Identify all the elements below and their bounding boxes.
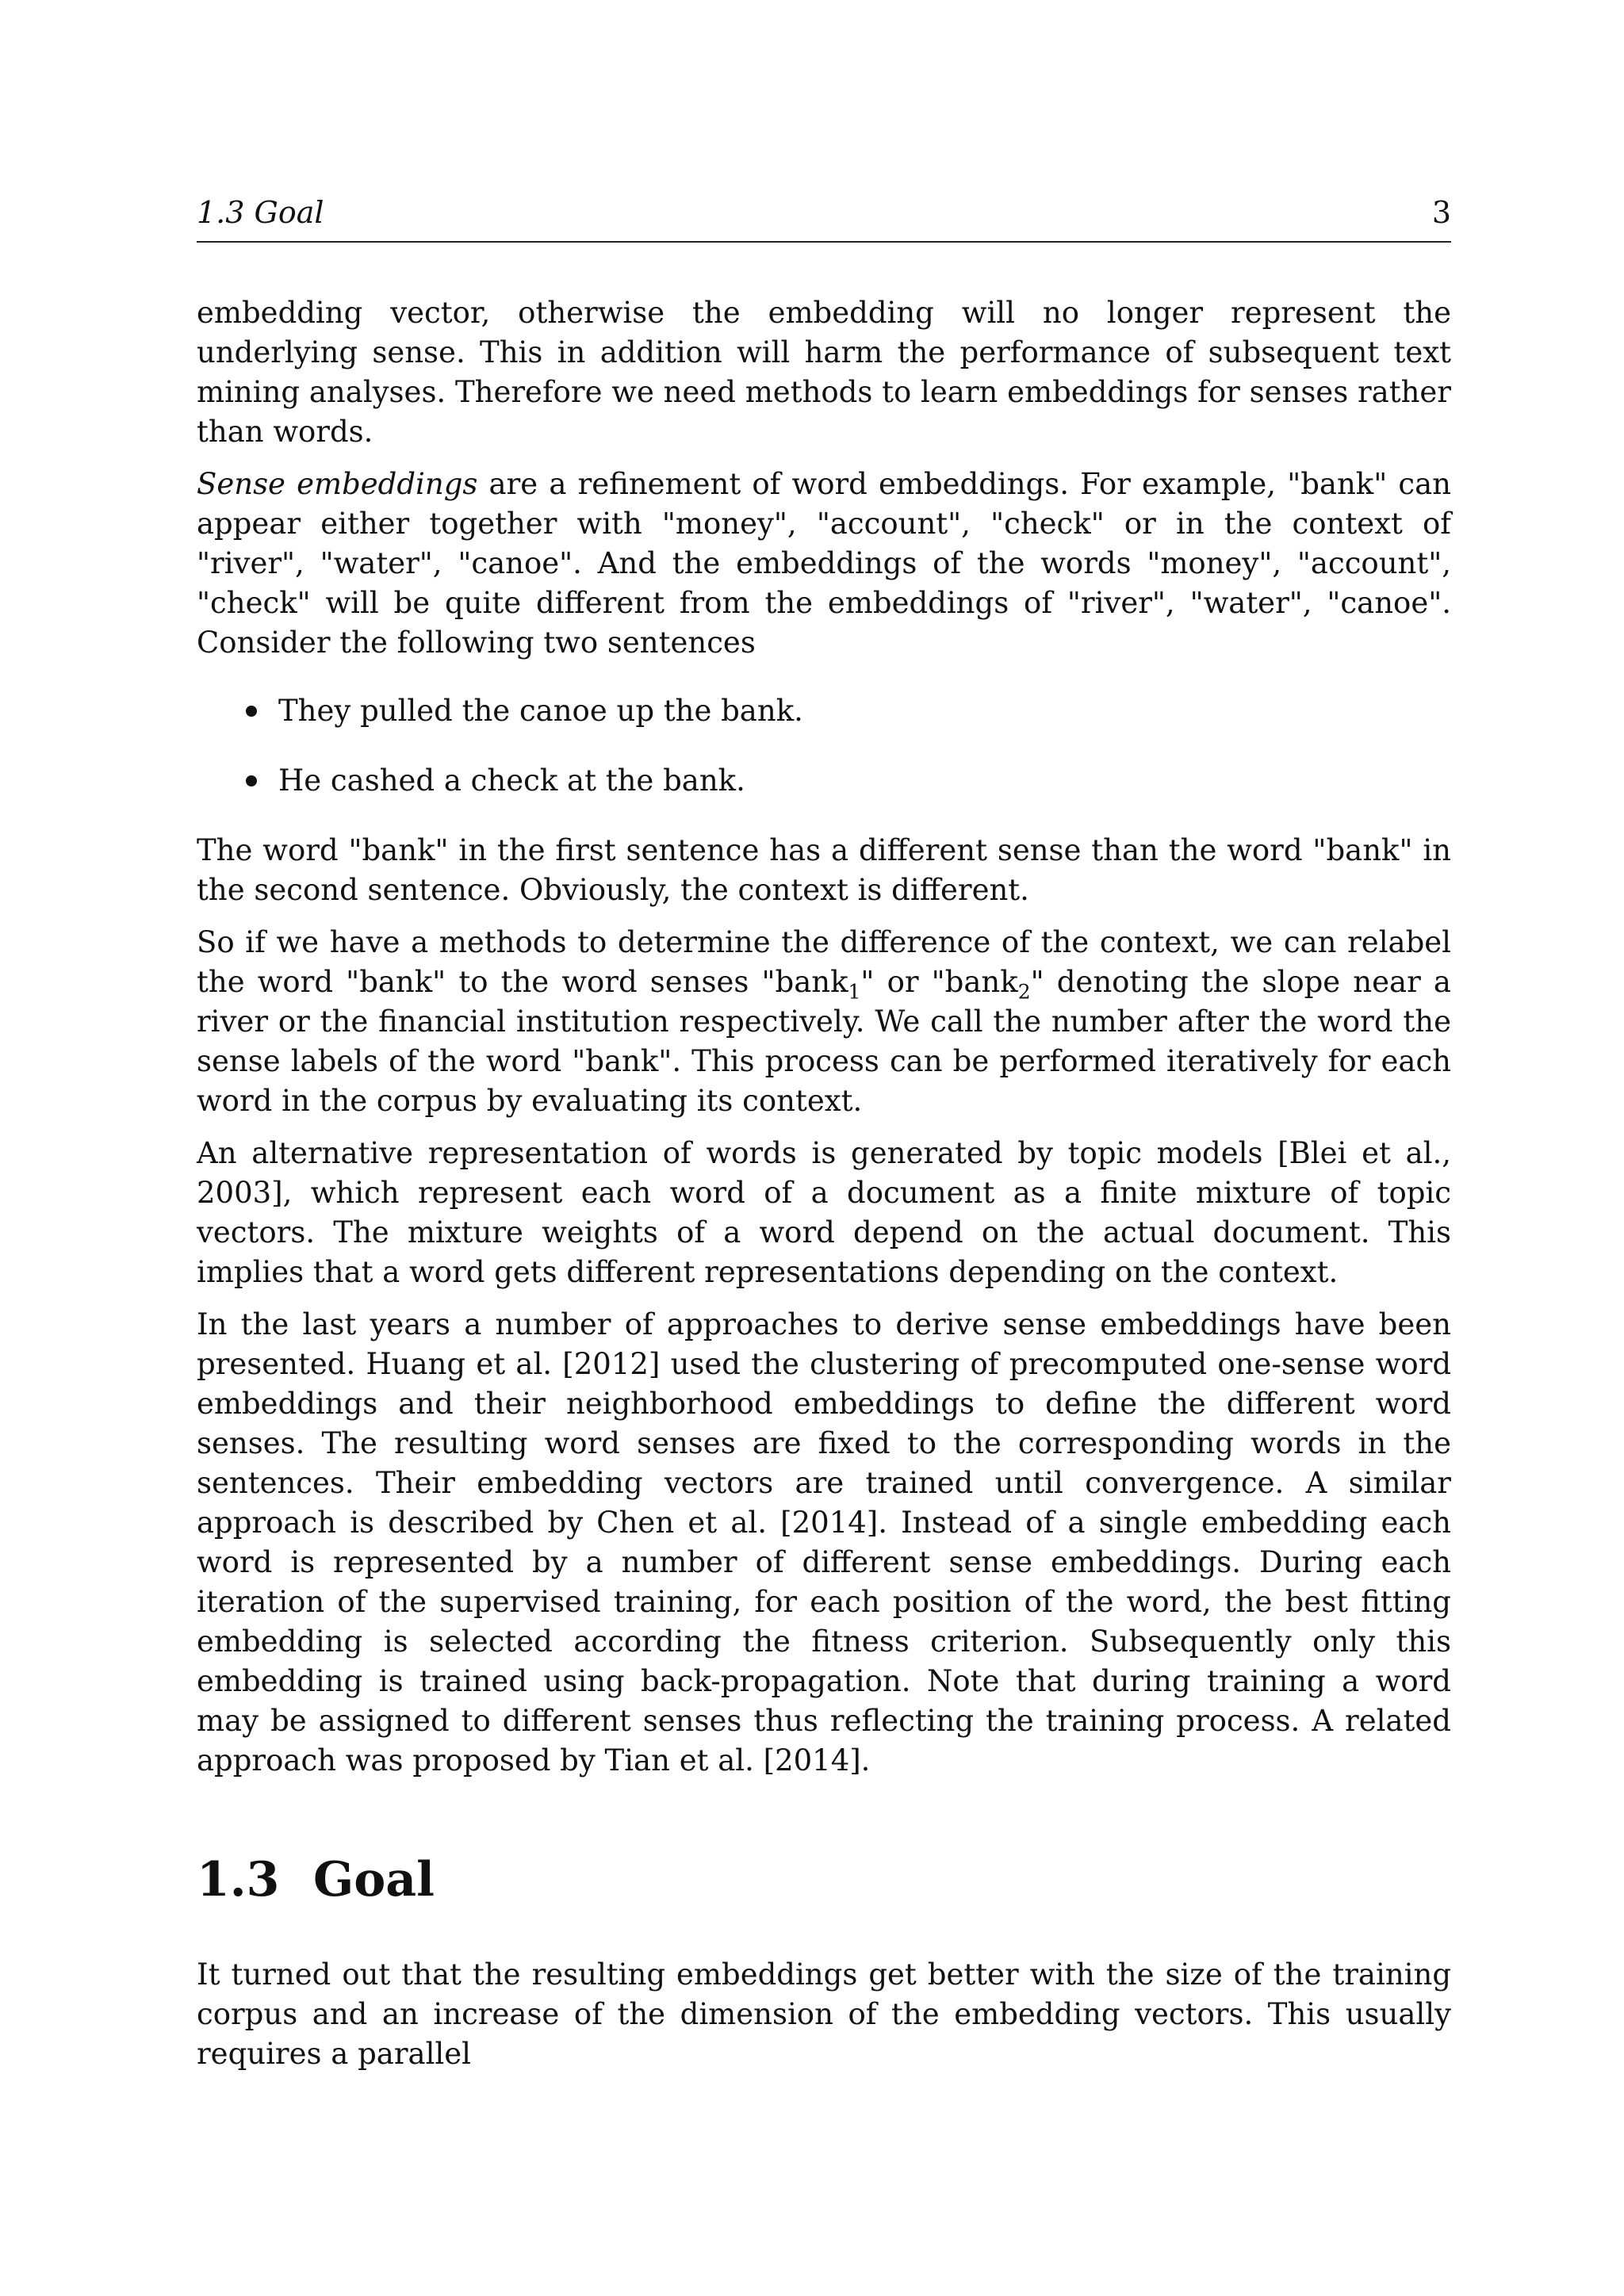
list-item-text: He cashed a check at the bank. bbox=[278, 763, 745, 798]
body-text bbox=[197, 293, 1451, 2087]
list-item bbox=[197, 691, 1451, 731]
paragraph-text: " or "bank bbox=[860, 965, 1018, 999]
paragraph-text: " denoting the slope near a river or the financial institution respectively. We call the number after the word the sense labels of the word "bank". This process can be performed iteratively for each word in the corpus by evaluating its context. bbox=[197, 965, 1451, 1118]
emphasis-term: Sense embeddings bbox=[197, 467, 478, 501]
running-header bbox=[197, 195, 1451, 243]
paragraph: It turned out that the resulting embeddings get better with the size of the training corpus and an increase of the dimension of the embedding vectors. This usually requires a parallel bbox=[197, 1957, 1451, 2071]
subscript: 1 bbox=[848, 980, 861, 1004]
paragraph: An alternative representation of words is generated by topic models [Blei et al., 2003], which represent each word of a document as a finite mixture of topic vectors. The mixture weights of a word depend on the actual document. This implies that a word gets different representations depending on the context. bbox=[197, 1136, 1451, 1289]
bullet-icon bbox=[246, 775, 257, 786]
bullet-icon bbox=[246, 706, 257, 717]
list-item bbox=[197, 761, 1451, 801]
example-sentences-list bbox=[197, 691, 1451, 801]
section-number: 1.3 bbox=[197, 1852, 280, 1908]
paragraph bbox=[197, 923, 1451, 1121]
list-item-text: They pulled the canoe up the bank. bbox=[278, 694, 803, 728]
paragraph bbox=[197, 465, 1451, 663]
section-title: Goal bbox=[313, 1852, 435, 1908]
paragraph: embedding vector, otherwise the embedding will no longer represent the underlying sense. This in addition will harm the performance of subsequent text mining analyses. Therefore we need methods to learn embeddings for senses rather than words. bbox=[197, 296, 1451, 449]
subscript: 2 bbox=[1017, 980, 1031, 1004]
paragraph: In the last years a number of approaches to derive sense embeddings have been presented. Huang et al. [2012] used the clustering of precomputed one-sense word embeddings and their neighborhood embeddings to define the different word senses. The resulting word senses are fixed to the corresponding words in the sentences. Their embedding vectors are trained until convergence. A similar approach is described by Chen et al. [2014]. Instead of a single embedding each word is represented by a number of different sense embeddings. During each iteration of the supervised training, for each position of the word, the best fitting embedding is selected according the fitness criterion. Subsequently only this embedding is trained using back-propagation. Note that during training a word may be assigned to different senses thus reflecting the training process. A related approach was proposed by Tian et al. [2014]. bbox=[197, 1307, 1451, 1777]
page-number: 3 bbox=[1431, 195, 1451, 230]
section-heading bbox=[197, 1852, 1451, 1908]
paragraph: The word "bank" in the first sentence has a different sense than the word "bank" in the second sentence. Obviously, the context is different. bbox=[197, 833, 1451, 907]
header-section-title: 1.3 Goal bbox=[197, 195, 324, 230]
paragraph-text: So if we have a methods to determine the difference of the context, we can relabel the word "bank" to the word senses "bank bbox=[197, 925, 1451, 999]
paragraph-text: are a refinement of word embeddings. For example, "bank" can appear either together with "money", "account", "check" or in the context of "river", "water", "canoe". And the embeddings of the words "money", "account", "check" will be quite different from the embeddings of "river", "water", "canoe". Consider the following two sentences bbox=[197, 467, 1451, 660]
